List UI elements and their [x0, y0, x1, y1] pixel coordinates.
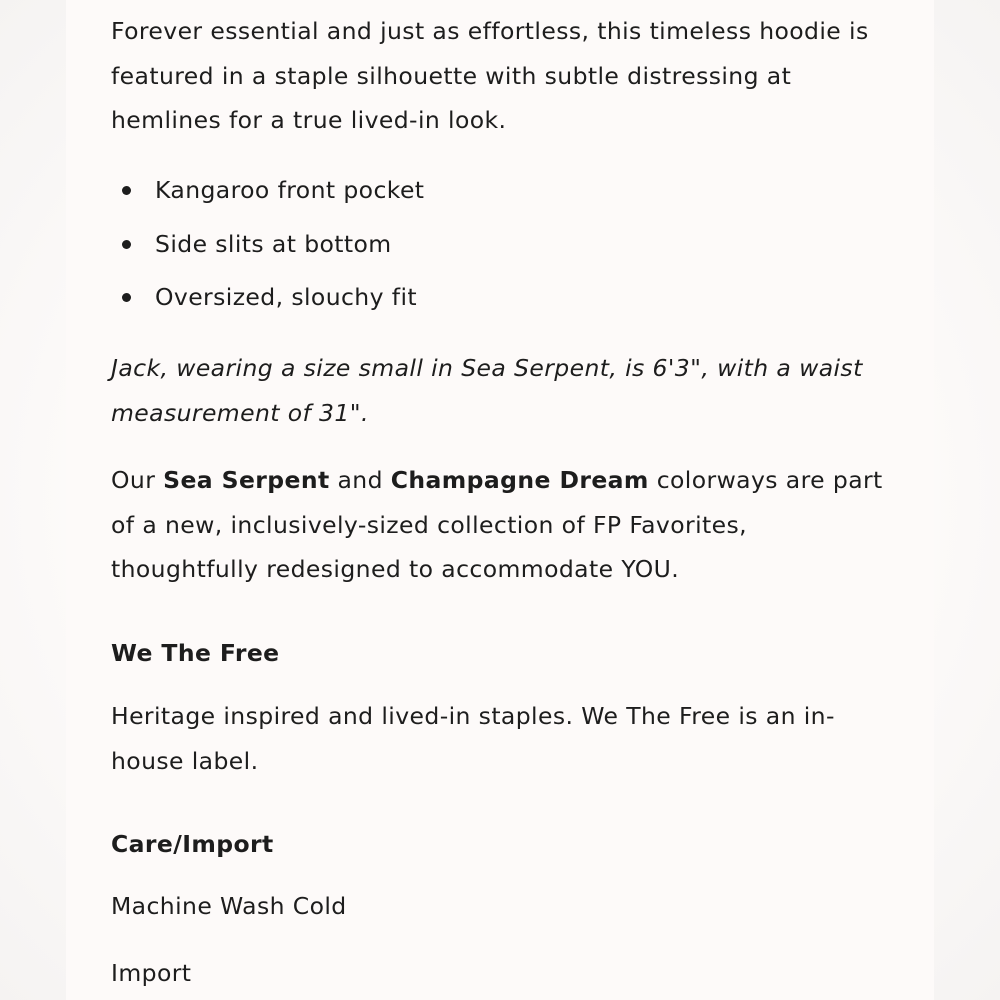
brand-heading: We The Free	[111, 639, 280, 667]
colorway-name: Sea Serpent	[163, 466, 330, 494]
feature-list	[111, 168, 424, 329]
care-heading: Care/Import	[111, 830, 274, 858]
list-item	[111, 222, 424, 276]
bullet-icon	[122, 186, 131, 195]
brand-description: Heritage inspired and lived-in staples. We The Free is an in-house label.	[111, 702, 835, 775]
colorways-joiner: and	[329, 466, 391, 494]
feature-text: Kangaroo front pocket	[155, 176, 425, 204]
bullet-icon	[122, 240, 131, 249]
feature-text: Oversized, slouchy fit	[155, 283, 417, 311]
feature-text: Side slits at bottom	[155, 229, 392, 258]
care-instructions: Machine Wash Cold	[111, 892, 347, 920]
list-item	[111, 275, 424, 329]
model-size-note: Jack, wearing a size small in Sea Serpent, is 6'3", with a waist measurement of 31".	[111, 354, 863, 427]
colorways-prefix: Our	[111, 466, 164, 494]
colorways-suffix: colorways are part of a new, inclusively-sized collection of FP Favorites, thoughtfully redesigned to accommodate YOU.	[111, 466, 883, 583]
list-item	[111, 168, 424, 222]
bullet-icon	[122, 293, 131, 302]
colorways-paragraph	[111, 458, 901, 592]
import-origin: Import	[111, 959, 192, 987]
intro-paragraph: Forever essential and just as effortless, this timeless hoodie is featured in a staple silhouette with subtle distressing at hemlines for a true lived-in look.	[111, 17, 869, 134]
colorway-name: Champagne Dream	[390, 466, 649, 494]
